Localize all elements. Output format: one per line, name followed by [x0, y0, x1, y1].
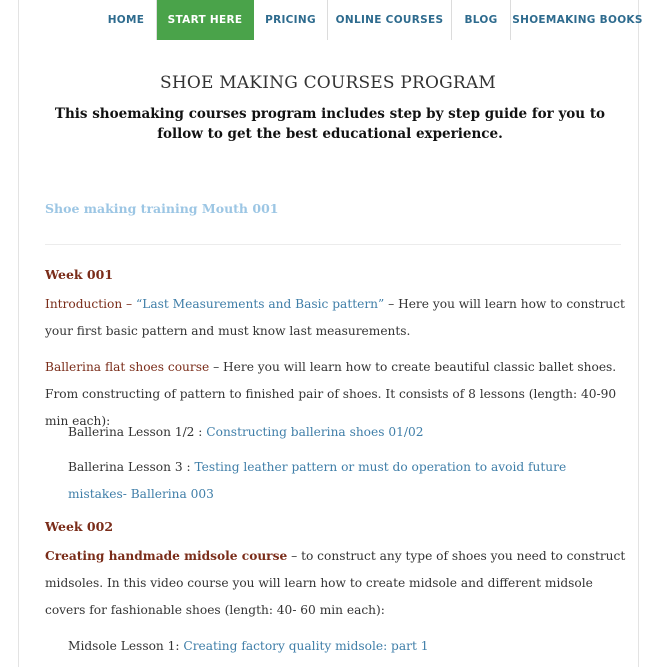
content-border-left: [18, 0, 19, 667]
intro-link[interactable]: “Last Measurements and Basic pattern”: [136, 297, 385, 311]
lesson-link[interactable]: Constructing ballerina shoes 01/02: [206, 425, 424, 439]
intro-lead: Introduction –: [45, 297, 137, 311]
list-item: [68, 419, 628, 446]
ballerina-lead: Ballerina flat shoes course: [45, 360, 210, 374]
midsole-lead: Creating handmade midsole course: [45, 549, 288, 563]
list-item: [68, 454, 628, 508]
lesson-label: Midsole Lesson 1:: [68, 639, 184, 653]
nav-item-home[interactable]: HOME: [96, 0, 157, 40]
nav-item-blog[interactable]: BLOG: [452, 0, 511, 40]
page-subtitle: This shoemaking courses program includes step by step guide for you to follow to get the best educational experience.: [54, 106, 606, 142]
week-001-heading: Week 001: [45, 267, 114, 282]
lesson-label: Ballerina Lesson 1/2 :: [68, 425, 207, 439]
intro-text: – Here you will learn how to construct your first basic pattern and must know last measurements.: [45, 297, 625, 338]
list-item: [68, 633, 628, 660]
nav-item-start-here[interactable]: START HERE: [157, 0, 254, 40]
ballerina-text: – Here you will learn how to create beautiful classic ballet shoes. From constructing of pattern to finished pair of shoes. It consists of 8 lessons (length: 40-90 min each):: [45, 360, 617, 428]
midsole-text: – to construct any type of shoes you need to construct midsoles. In this video course you will learn how to create midsole and different midsole covers for fashionable shoes (length: 40- 60 min each):: [45, 549, 626, 617]
main-navigation: [96, 0, 644, 40]
nav-item-online-courses[interactable]: ONLINE COURSES: [328, 0, 452, 40]
section-divider: [45, 244, 621, 245]
content-border-right: [638, 0, 639, 667]
page-title: SHOE MAKING COURSES PROGRAM: [160, 73, 496, 93]
midsole-paragraph: [45, 543, 630, 624]
lesson-link[interactable]: Testing leather pattern or must do operation to avoid future mistakes- Ballerina 003: [68, 460, 567, 501]
month-heading: Shoe making training Mouth 001: [45, 201, 279, 216]
lesson-label: Ballerina Lesson 3 :: [68, 460, 195, 474]
nav-item-pricing[interactable]: PRICING: [254, 0, 328, 40]
lesson-link[interactable]: Creating factory quality midsole: part 1: [183, 639, 429, 653]
week-002-heading: Week 002: [45, 519, 114, 534]
nav-item-shoemaking-books[interactable]: SHOEMAKING BOOKS: [512, 14, 643, 26]
intro-paragraph: [45, 291, 630, 345]
